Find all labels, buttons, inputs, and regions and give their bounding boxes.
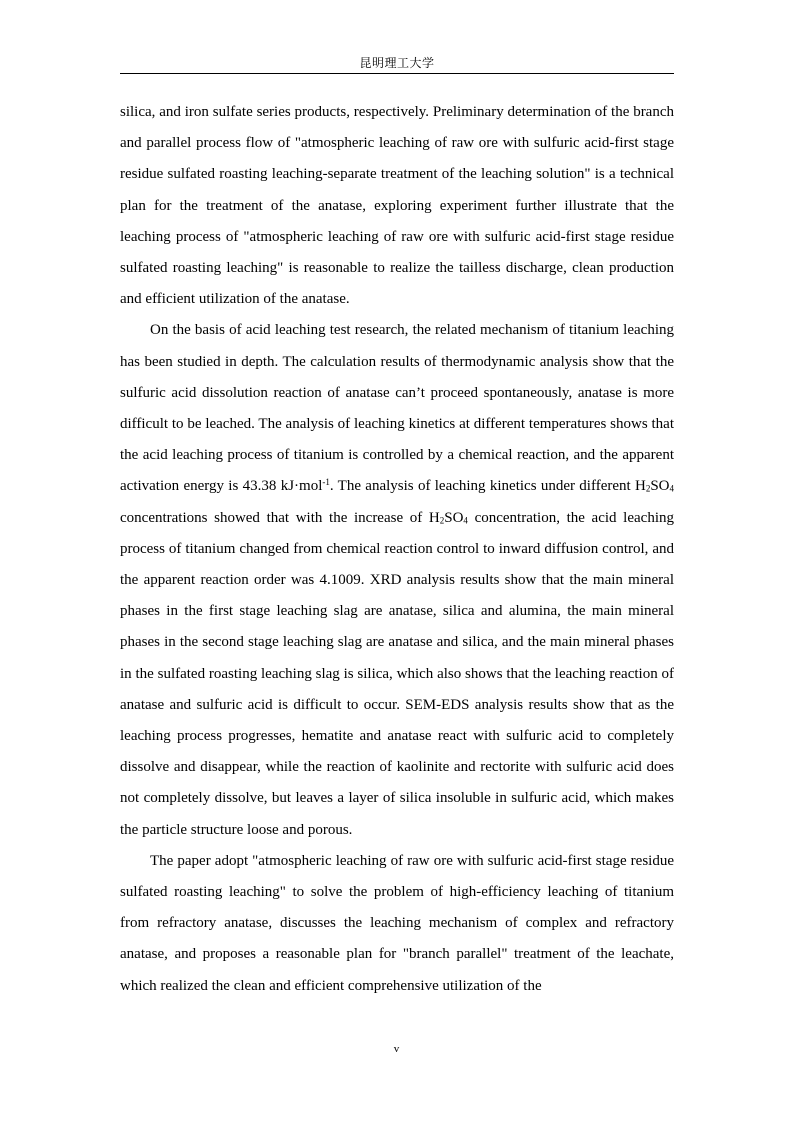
paragraph-2-segment: SO [650,478,670,495]
paragraph-2-segment: SO [444,509,464,526]
paragraph-2-segment: concentration, the acid leaching process of titanium changed from chemical reaction control to inward diffusion control, and the apparent reaction order was 4.1009. XRD analysis results show that the main mineral phases in the first stage leaching slag are anatase, silica and alumina, the main mineral phases in the second stage leaching slag are anatase and silica, and the main mineral phases in the sulfated roasting leaching slag is silica, which also shows that the leaching reaction of anatase and sulfuric acid is difficult to occur. SEM-EDS analysis results show that as the leaching process progresses, hematite and anatase react with sulfuric acid to completely dissolve and disappear, while the reaction of kaolinite and rectorite with sulfuric acid does not completely dissolve, but leaves a layer of silica insoluble in sulfuric acid, which makes the particle structure loose and porous. [120,509,674,838]
header-rule [120,73,674,74]
page-number: v [393,1043,400,1055]
paragraph-2-segment: . The analysis of leaching kinetics under different H [329,478,646,495]
paragraph-2 [120,315,674,845]
subscript: 2 [439,514,445,525]
paragraph-2-segment: concentrations showed that with the increase of H [120,509,440,526]
running-header: 昆明理工大学 [359,56,435,70]
paragraph-1: silica, and iron sulfate series products, respectively. Preliminary determination of the branch and parallel process flow of "atmospheric leaching of raw ore with sulfuric acid-first stage residue sulfated roasting leaching-separate treatment of the leaching solution" is a technical plan for the treatment of the anatase, exploring experiment further illustrate that the leaching process of "atmospheric leaching of raw ore with sulfuric acid-first stage residue sulfated roasting leaching" is reasonable to realize the tailless discharge, clean production and efficient utilization of the anatase. [120,104,674,308]
subscript: 2 [645,483,651,494]
paragraph-3: The paper adopt "atmospheric leaching of raw ore with sulfuric acid-first stage residue sulfated roasting leaching" to solve the problem of high-efficiency leaching of titanium from refractory anatase, discusses the leaching mechanism of complex and refractory anatase, and proposes a reasonable plan for "branch parallel" treatment of the leachate, which realized the clean and efficient comprehensive utilization of the [120,852,674,994]
superscript-exponent: -1 [322,477,330,488]
subscript: 4 [669,483,675,494]
subscript: 4 [463,514,468,525]
paragraph-2-segment: On the basis of acid leaching test research, the related mechanism of titanium leaching has been studied in depth. The calculation results of thermodynamic analysis show that the sulfuric acid dissolution reaction of anatase can’t proceed spontaneously, anatase is more difficult to be leached. The analysis of leaching kinetics at different temperatures shows that the acid leaching process of titanium is controlled by a chemical reaction, and the apparent activation energy is 43.38 kJ·mol [120,322,674,495]
body-text [120,97,674,1002]
